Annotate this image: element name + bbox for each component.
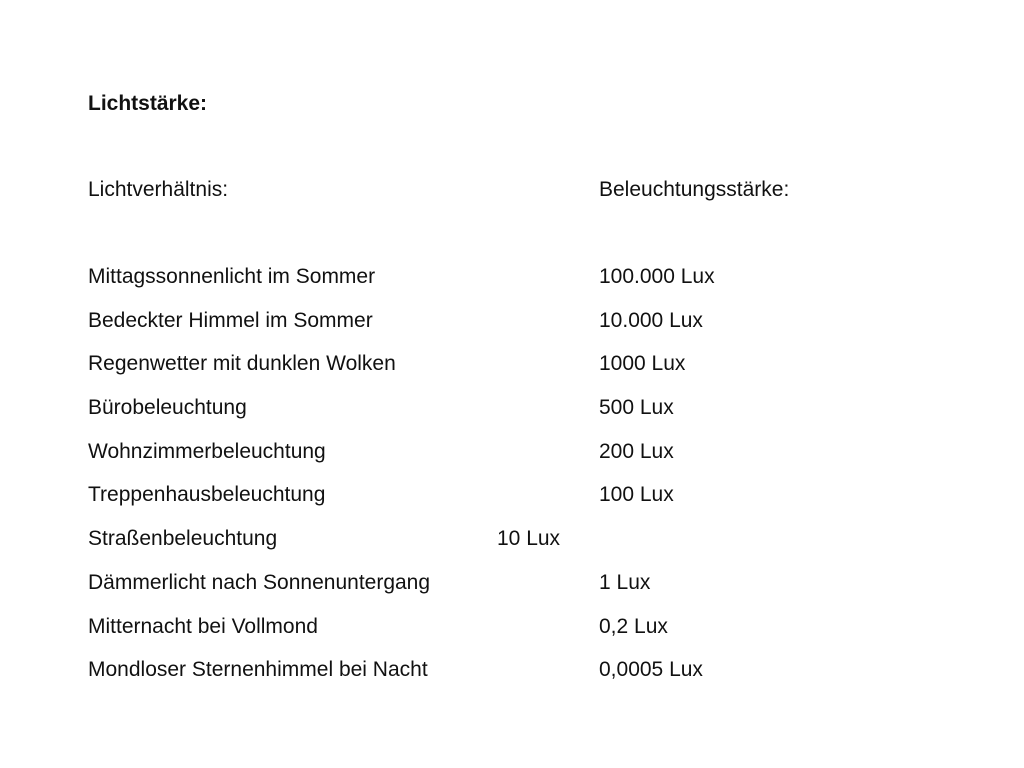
row-value: 0,0005 Lux <box>599 658 703 682</box>
row-value: 10 Lux <box>497 527 561 551</box>
row-value: 0,2 Lux <box>599 614 668 638</box>
column-header-illuminance: Beleuchtungsstärke: <box>599 178 790 201</box>
row-value: 10.000 Lux <box>599 308 703 332</box>
row-value: 100 Lux <box>599 483 674 507</box>
table-row <box>0 482 1024 526</box>
column-header-light-condition: Lichtverhältnis: <box>88 178 229 201</box>
row-value: 100.000 Lux <box>599 265 715 288</box>
row-label: Straßenbeleuchtung <box>88 527 278 551</box>
row-label: Bedeckter Himmel im Sommer <box>88 308 373 332</box>
table-row <box>0 570 1024 614</box>
row-value: 200 Lux <box>599 439 674 463</box>
row-label: Regenwetter mit dunklen Wolken <box>88 352 396 376</box>
table-row <box>0 439 1024 483</box>
row-value: 1000 Lux <box>599 352 686 376</box>
row-label: Mitternacht bei Vollmond <box>88 614 318 638</box>
table-row <box>0 351 1024 395</box>
row-label: Bürobeleuchtung <box>88 396 247 420</box>
table-row <box>0 308 1024 352</box>
page-title: Lichtstärke: <box>88 92 208 115</box>
row-label: Wohnzimmerbeleuchtung <box>88 439 326 463</box>
table-row <box>0 657 1024 701</box>
table-row <box>0 526 1024 570</box>
illuminance-table <box>0 264 1024 701</box>
row-value: 1 Lux <box>599 570 651 594</box>
row-label: Mondloser Sternenhimmel bei Nacht <box>88 658 428 682</box>
table-row <box>0 614 1024 658</box>
row-value: 500 Lux <box>599 396 674 420</box>
table-row <box>0 395 1024 439</box>
row-label: Mittagssonnenlicht im Sommer <box>88 265 376 288</box>
table-row <box>0 264 1024 308</box>
row-label: Treppenhausbeleuchtung <box>88 483 326 507</box>
row-label: Dämmerlicht nach Sonnenuntergang <box>88 570 431 594</box>
